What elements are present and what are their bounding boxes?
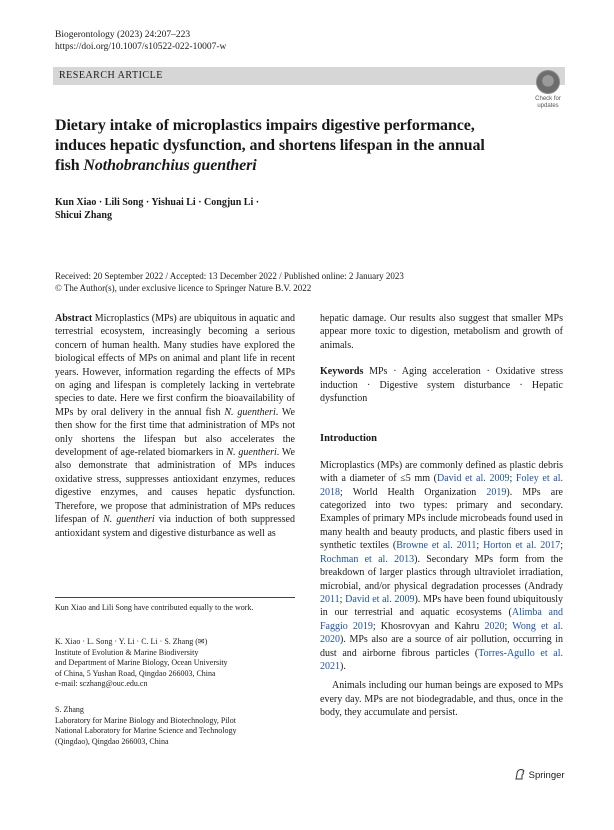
abstract-text: Microplastics (MPs) are ubiquitous in aquatic and terrestrial ecosystem, increasingly becoming a serious concern of human health. Many studies have explored the biological effects of MPs on animal and plant life in recent years. However, information regarding the effects of MPs on aging and lifespan is completely lacking in vertebrate species to date. Here we first confirm the bioavailability of MPs by oral delivery in the annual fish xyxy=(55,313,295,418)
citation-link[interactable]: Wong et al. 2020 xyxy=(320,620,563,646)
affiliation-line: and Department of Marine Biology, Ocean University xyxy=(55,658,228,668)
citation-link[interactable]: Foley et al. 2018 xyxy=(320,473,564,498)
citation-link[interactable]: 2011 xyxy=(320,593,340,605)
footnote-divider xyxy=(55,597,295,598)
keywords xyxy=(320,365,563,405)
springer-horse-icon xyxy=(514,768,526,780)
introduction-paragraph-2: Animals including our human beings are exposed to MPs every day. MPs are not biodegradable, and thus, once in the body, they accumulate and persist. xyxy=(320,680,563,719)
author-email[interactable]: e-mail: sczhang@ouc.edu.cn xyxy=(55,679,148,689)
check-updates-icon xyxy=(536,70,560,94)
affiliation-line: National Laboratory for Marine Science and Technology xyxy=(55,726,237,736)
article-type: RESEARCH ARTICLE xyxy=(59,70,163,81)
author-list xyxy=(55,196,355,222)
citation-link[interactable]: Alimba and Faggio 2019 xyxy=(320,607,564,632)
citation-link[interactable]: David et al. 2009 xyxy=(345,593,415,605)
title-species: Nothobranchius guentheri xyxy=(83,157,257,174)
citation-link[interactable]: 2020 xyxy=(484,620,505,632)
abstract-text: . We also demonstrate that administration of MPs induces oxidative stress, suppresses antioxidant enzymes, reduces digestive enzymes, and causes hepatic dysfunction. Therefore, we propose that administration of MPs reduces lifespan of xyxy=(55,447,295,526)
affiliation-line: of China, 5 Yushan Road, Qingdao 266003, China xyxy=(55,668,216,678)
right-column xyxy=(320,312,563,720)
affiliation-2 xyxy=(55,705,295,747)
citation-link[interactable]: 2019 xyxy=(486,486,507,498)
title-main: Dietary intake of microplastics impairs digestive performance, induces hepatic dysfunction, and shortens lifespan in the annual fish xyxy=(55,117,485,174)
authors-line-2: Shicui Zhang xyxy=(55,210,112,221)
affiliation-line: (Qingdao), Qingdao 266003, China xyxy=(55,736,169,746)
abstract-continued: hepatic damage. Our results also suggest that smaller MPs appear more toxic to digestion, metabolism and growth of animals. xyxy=(320,313,563,351)
abstract xyxy=(55,312,295,540)
authors-line-1: Kun Xiao · Lili Song · Yishuai Li · Congjun Li · xyxy=(55,197,260,208)
equal-contribution-note: Kun Xiao and Lili Song have contributed equally to the work. xyxy=(55,603,254,612)
affiliation-1 xyxy=(55,637,295,690)
abstract-text: via induction of both suppressed antioxidant system and digestive disturbance as well as xyxy=(55,514,295,539)
copyright-line: © The Author(s), under exclusive licence to Springer Nature B.V. 2022 xyxy=(55,283,312,293)
citation-link[interactable]: Torres-Agullo et al. 2021 xyxy=(320,647,563,672)
affiliation-name: S. Zhang xyxy=(55,705,84,714)
journal-header xyxy=(55,29,226,53)
citation-link[interactable]: Horton et al. 2017 xyxy=(483,540,561,552)
check-for-updates-badge[interactable] xyxy=(532,70,564,109)
citation-link[interactable]: David et al. 2009 xyxy=(437,473,510,485)
article-type-band xyxy=(53,67,565,85)
abstract-text: . We then show for the first time that administration of MPs not only shortens the lifespan but also accelerates the development of age-related biomarkers in xyxy=(55,406,295,459)
affiliation-names: K. Xiao · L. Song · Y. Li · C. Li · S. Zhang (✉) xyxy=(55,637,208,646)
article-title xyxy=(55,116,485,176)
publication-dates xyxy=(55,270,525,294)
journal-citation: Biogerontology (2023) 24:207–223 xyxy=(55,30,191,40)
species-name: N. guentheri xyxy=(103,514,155,526)
abstract-label: Abstract xyxy=(55,313,93,324)
introduction-heading: Introduction xyxy=(320,433,377,445)
check-updates-label: Check for updates xyxy=(535,96,561,109)
citation-link[interactable]: Browne et al. 2011 xyxy=(396,540,477,552)
keywords-text: MPs · Aging acceleration · Oxidative stress induction · Digestive system disturbance · Hepatic dysfunction xyxy=(320,366,563,405)
publisher-name: Springer xyxy=(528,770,565,781)
dates-line: Received: 20 September 2022 / Accepted: 13 December 2022 / Published online: 2 January 2023 xyxy=(55,271,404,281)
affiliation-line: Institute of Evolution & Marine Biodiversity xyxy=(55,647,199,657)
affiliation-line: Laboratory for Marine Biology and Biotechnology, Pilot xyxy=(55,715,237,725)
introduction-paragraph-1: Microplastics (MPs) are commonly defined as plastic debris with a diameter of ≤5 mm (David et al. 2009; Foley et al. 2018; World Health Organization 2019). MPs are categorized into two types: primary and secondary. Examples of primary MPs include microbeads found used in many health and beauty products, and plastic fibers used in synthetic textiles (Browne et al. 2011; Horton et al. 2017; Rochman et al. 2013). Secondary MPs form from the breakdown of larger plastics through ultraviolet irradiation, microbial, and/or physical degradation processes (Andrady 2011; David et al. 2009). MPs have been found ubiquitously in our terrestrial and aquatic ecosystems (Alimba and Faggio 2019; Khosrovyan and Kahru 2020; Wong et al. 2020). MPs also are a source of air pollution, occurring in dust and airborne fibrous particles (Torres-Agullo et al. 2021). xyxy=(320,459,564,672)
species-name: N. guentheri xyxy=(224,406,276,418)
publisher-logo xyxy=(514,768,565,781)
keywords-label: Keywords xyxy=(320,366,364,378)
citation-link[interactable]: Rochman et al. 2013 xyxy=(320,553,415,565)
doi-link[interactable]: https://doi.org/10.1007/s10522-022-10007-w xyxy=(55,42,227,52)
species-name: N. guentheri xyxy=(226,447,277,459)
